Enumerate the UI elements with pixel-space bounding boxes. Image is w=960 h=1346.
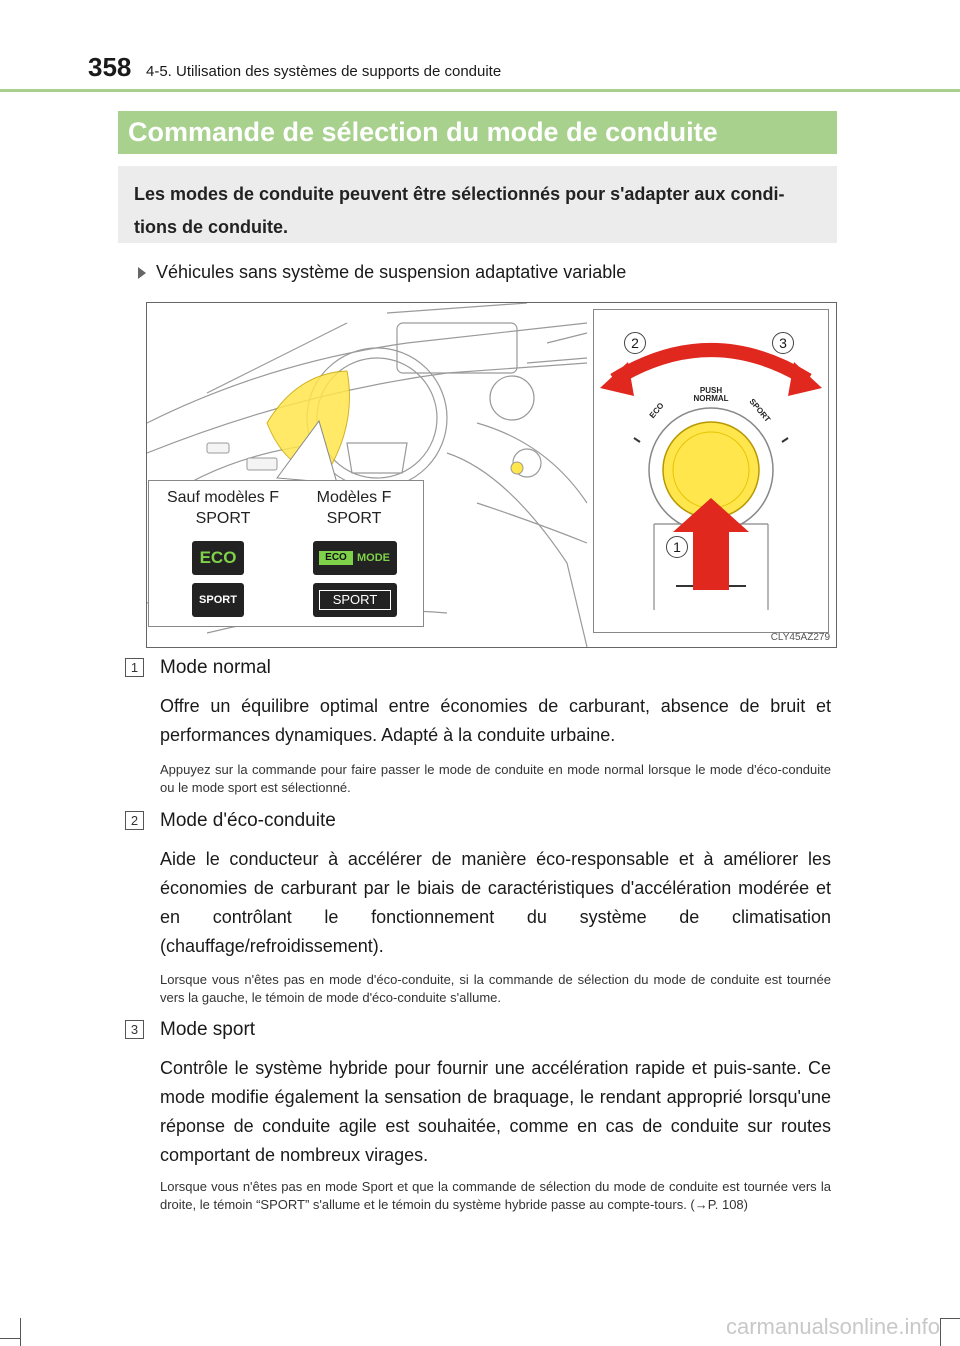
callout-1: 1 (666, 536, 688, 558)
dial-push-label: PUSH (699, 386, 723, 395)
section-title: Commande de sélection du mode de conduite (118, 111, 837, 154)
legend-col2-label: Modèles F SPORT (316, 489, 392, 527)
intro-box: Les modes de conduite peuvent être sélectionnés pour s'adapter aux condi-tions de conduite. (118, 166, 837, 243)
item-3-number: 3 (125, 1020, 144, 1039)
crop-mark (20, 1318, 21, 1346)
page-number: 358 (88, 52, 132, 82)
callout-2: 2 (624, 332, 646, 354)
sport-fsport-box: SPORT (319, 590, 391, 610)
item-2-title: Mode d'éco-conduite (160, 810, 336, 831)
bullet-item (138, 262, 626, 283)
eco-indicator-text: ECO (199, 548, 237, 567)
eco-indicator (192, 541, 244, 575)
crop-mark (0, 1338, 20, 1339)
dial-eco-label: ECO (647, 400, 666, 421)
indicator-legend (148, 480, 424, 627)
item-3-desc: Contrôle le système hybride pour fournir une accélération rapide et puis-sante. Ce mode modifie également la sensation de braquage, le rendant approprié lorsqu'une réponse de conduite agile est souhaitée, comme en cas de conduite sur routes comportant de nombreux virages. (160, 1058, 831, 1165)
item-1-note: Appuyez sur la commande pour faire passer le mode de conduite en mode normal lorsque le mode d'éco-conduite ou le mode sport est sélectionné. (160, 762, 831, 795)
crop-mark (940, 1318, 941, 1346)
dial-inset (593, 309, 829, 633)
eco-mode-tag: ECO (319, 551, 353, 565)
bullet-text: Véhicules sans système de suspension adaptative variable (156, 262, 627, 282)
eco-mode-word: MODE (357, 552, 390, 564)
item-1-number: 1 (125, 658, 144, 677)
item-3-note: Lorsque vous n'êtes pas en mode Sport et que la commande de sélection du mode de conduite est tournée vers la droite, le témoin “SPORT” s'allume et le témoin du système hybride passe au compte-tours. (→P. 108) (160, 1179, 831, 1212)
sport-fsport-indicator (313, 583, 397, 617)
sport-indicator-text: SPORT (199, 594, 237, 606)
item-2-desc: Aide le conducteur à accélérer de manière éco-responsable et à améliorer les économies de carburant par le biais de caractéristiques d'accélération modérée et en contrôlant le fonctionnement du système de climatisation (chauffage/refroidissement). (160, 849, 831, 956)
item-1-desc: Offre un équilibre optimal entre économies de carburant, absence de bruit et performances dynamiques. Adapté à la conduite urbaine. (160, 696, 831, 745)
item-2-number: 2 (125, 811, 144, 830)
bullet-triangle-icon (138, 267, 146, 279)
item-3-title: Mode sport (160, 1019, 256, 1040)
eco-mode-indicator (313, 541, 397, 575)
crop-mark (940, 1318, 960, 1319)
dial-normal-label: NORMAL (693, 394, 729, 403)
dial-sport-label: SPORT (747, 397, 773, 424)
item-2-note: Lorsque vous n'êtes pas en mode d'éco-conduite, si la commande de sélection du mode de conduite est tournée vers la gauche, le témoin de mode d'éco-conduite s'allume. (160, 972, 831, 1005)
callout-3: 3 (772, 332, 794, 354)
drive-mode-dial-illustration (594, 310, 828, 632)
item-1-title: Mode normal (160, 657, 271, 678)
chapter-title: 4-5. Utilisation des systèmes de supports de conduite (146, 63, 502, 80)
figure-code: CLY45AZ279 (770, 632, 830, 643)
legend-col1-label: Sauf modèles F SPORT (166, 489, 280, 527)
watermark: carmanualsonline.info (725, 1314, 940, 1339)
sport-indicator (192, 583, 244, 617)
header-rule (0, 89, 960, 92)
